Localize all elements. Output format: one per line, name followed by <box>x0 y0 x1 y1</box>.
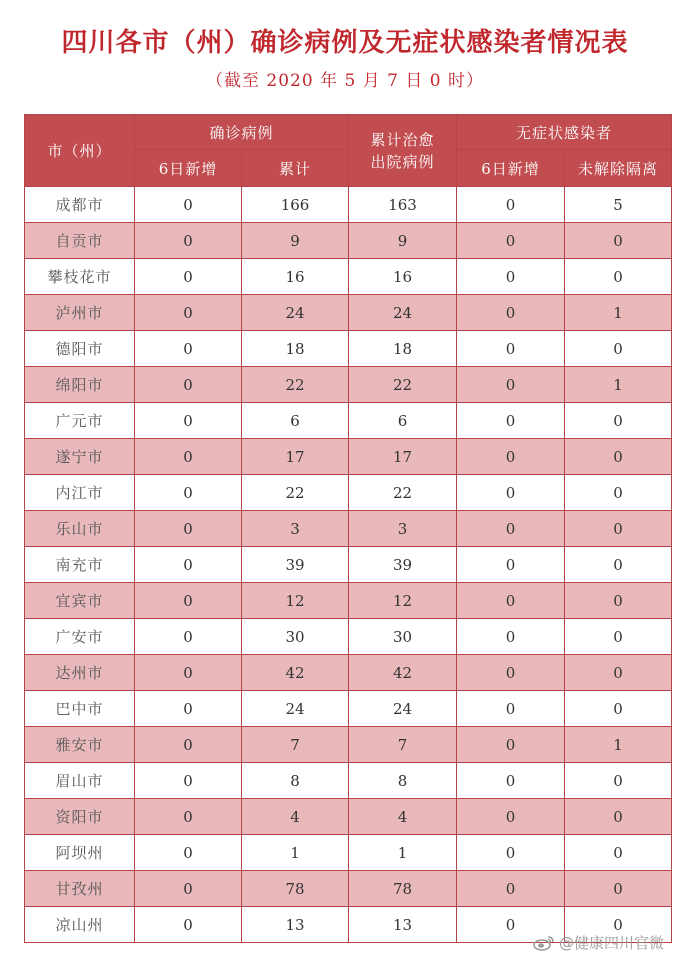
city-cell: 凉山州 <box>25 907 135 943</box>
cured-cell: 30 <box>349 619 457 655</box>
header-confirmed-new: 6日新增 <box>135 150 242 187</box>
confirmed-new-cell: 0 <box>135 835 242 871</box>
confirmed-new-cell: 0 <box>135 187 242 223</box>
confirmed-new-cell: 0 <box>135 727 242 763</box>
confirmed-new-cell: 0 <box>135 259 242 295</box>
confirmed-new-cell: 0 <box>135 295 242 331</box>
asym-new-cell: 0 <box>457 907 565 943</box>
city-cell: 南充市 <box>25 547 135 583</box>
cured-cell: 42 <box>349 655 457 691</box>
table-row <box>25 763 672 799</box>
cured-cell: 16 <box>349 259 457 295</box>
cured-cell: 6 <box>349 403 457 439</box>
watermark <box>533 932 664 953</box>
cured-cell: 3 <box>349 511 457 547</box>
asym-isolation-cell: 0 <box>565 907 672 943</box>
asym-isolation-cell: 1 <box>565 367 672 403</box>
confirmed-total-cell: 24 <box>242 691 349 727</box>
asym-new-cell: 0 <box>457 871 565 907</box>
confirmed-total-cell: 22 <box>242 475 349 511</box>
asym-isolation-cell: 0 <box>565 223 672 259</box>
city-cell: 达州市 <box>25 655 135 691</box>
confirmed-new-cell: 0 <box>135 475 242 511</box>
asym-new-cell: 0 <box>457 187 565 223</box>
asym-new-cell: 0 <box>457 403 565 439</box>
city-cell: 攀枝花市 <box>25 259 135 295</box>
confirmed-new-cell: 0 <box>135 403 242 439</box>
confirmed-total-cell: 42 <box>242 655 349 691</box>
asym-isolation-cell: 0 <box>565 331 672 367</box>
table-row <box>25 871 672 907</box>
table-row <box>25 403 672 439</box>
header-city: 市（州） <box>25 115 135 187</box>
header-cured <box>349 115 457 187</box>
confirmed-total-cell: 24 <box>242 295 349 331</box>
confirmed-total-cell: 12 <box>242 583 349 619</box>
cured-cell: 18 <box>349 331 457 367</box>
confirmed-new-cell: 0 <box>135 655 242 691</box>
cured-cell: 24 <box>349 691 457 727</box>
header-asym-isolation: 未解除隔离 <box>565 150 672 187</box>
confirmed-total-cell: 6 <box>242 403 349 439</box>
asym-isolation-cell: 0 <box>565 619 672 655</box>
header-confirmed-total: 累计 <box>242 150 349 187</box>
cured-cell: 4 <box>349 799 457 835</box>
table-row <box>25 223 672 259</box>
table-row <box>25 331 672 367</box>
cured-cell: 163 <box>349 187 457 223</box>
city-cell: 雅安市 <box>25 727 135 763</box>
city-cell: 绵阳市 <box>25 367 135 403</box>
confirmed-total-cell: 16 <box>242 259 349 295</box>
confirmed-total-cell: 22 <box>242 367 349 403</box>
table-row <box>25 511 672 547</box>
confirmed-total-cell: 39 <box>242 547 349 583</box>
cured-cell: 24 <box>349 295 457 331</box>
confirmed-new-cell: 0 <box>135 799 242 835</box>
cured-cell: 78 <box>349 871 457 907</box>
city-cell: 巴中市 <box>25 691 135 727</box>
table-row <box>25 835 672 871</box>
asym-new-cell: 0 <box>457 655 565 691</box>
confirmed-total-cell: 17 <box>242 439 349 475</box>
confirmed-new-cell: 0 <box>135 907 242 943</box>
confirmed-new-cell: 0 <box>135 547 242 583</box>
asym-new-cell: 0 <box>457 799 565 835</box>
asym-new-cell: 0 <box>457 619 565 655</box>
table-row <box>25 691 672 727</box>
asym-new-cell: 0 <box>457 439 565 475</box>
confirmed-new-cell: 0 <box>135 331 242 367</box>
table-body <box>25 187 672 943</box>
city-cell: 泸州市 <box>25 295 135 331</box>
confirmed-total-cell: 30 <box>242 619 349 655</box>
confirmed-total-cell: 18 <box>242 331 349 367</box>
asym-new-cell: 0 <box>457 691 565 727</box>
city-cell: 广元市 <box>25 403 135 439</box>
page-title: 四川各市（州）确诊病例及无症状感染者情况表 <box>61 28 629 58</box>
city-cell: 眉山市 <box>25 763 135 799</box>
confirmed-new-cell: 0 <box>135 439 242 475</box>
asym-isolation-cell: 0 <box>565 583 672 619</box>
city-cell: 广安市 <box>25 619 135 655</box>
asym-isolation-cell: 0 <box>565 799 672 835</box>
table-row <box>25 295 672 331</box>
confirmed-total-cell: 4 <box>242 799 349 835</box>
city-cell: 宜宾市 <box>25 583 135 619</box>
confirmed-new-cell: 0 <box>135 763 242 799</box>
cured-cell: 39 <box>349 547 457 583</box>
city-cell: 乐山市 <box>25 511 135 547</box>
asym-new-cell: 0 <box>457 511 565 547</box>
table-row <box>25 655 672 691</box>
city-cell: 遂宁市 <box>25 439 135 475</box>
confirmed-new-cell: 0 <box>135 511 242 547</box>
asym-new-cell: 0 <box>457 331 565 367</box>
asym-isolation-cell: 0 <box>565 403 672 439</box>
cured-cell: 12 <box>349 583 457 619</box>
table-row <box>25 187 672 223</box>
watermark-text: @健康四川官微 <box>558 934 664 952</box>
header-cured-label: 累计治愈出院病例 <box>370 130 435 171</box>
cured-cell: 22 <box>349 367 457 403</box>
asym-new-cell: 0 <box>457 295 565 331</box>
city-cell: 资阳市 <box>25 799 135 835</box>
confirmed-total-cell: 166 <box>242 187 349 223</box>
asym-new-cell: 0 <box>457 583 565 619</box>
asym-new-cell: 0 <box>457 547 565 583</box>
header-confirmed: 确诊病例 <box>135 115 349 150</box>
confirmed-total-cell: 8 <box>242 763 349 799</box>
asym-isolation-cell: 0 <box>565 655 672 691</box>
asym-isolation-cell: 0 <box>565 511 672 547</box>
cured-cell: 8 <box>349 763 457 799</box>
cured-cell: 22 <box>349 475 457 511</box>
cured-cell: 7 <box>349 727 457 763</box>
cured-cell: 17 <box>349 439 457 475</box>
confirmed-new-cell: 0 <box>135 691 242 727</box>
confirmed-total-cell: 3 <box>242 511 349 547</box>
cured-cell: 13 <box>349 907 457 943</box>
asym-new-cell: 0 <box>457 223 565 259</box>
confirmed-new-cell: 0 <box>135 367 242 403</box>
asym-isolation-cell: 0 <box>565 763 672 799</box>
asym-new-cell: 0 <box>457 259 565 295</box>
table-row <box>25 619 672 655</box>
confirmed-total-cell: 78 <box>242 871 349 907</box>
asym-new-cell: 0 <box>457 367 565 403</box>
table-row <box>25 547 672 583</box>
confirmed-new-cell: 0 <box>135 583 242 619</box>
cured-cell: 1 <box>349 835 457 871</box>
asym-new-cell: 0 <box>457 763 565 799</box>
asym-isolation-cell: 0 <box>565 475 672 511</box>
asym-isolation-cell: 0 <box>565 871 672 907</box>
confirmed-total-cell: 7 <box>242 727 349 763</box>
asym-isolation-cell: 5 <box>565 187 672 223</box>
case-table <box>24 114 672 943</box>
city-cell: 阿坝州 <box>25 835 135 871</box>
confirmed-total-cell: 1 <box>242 835 349 871</box>
table-row <box>25 475 672 511</box>
header-asymptomatic: 无症状感染者 <box>457 115 672 150</box>
city-cell: 自贡市 <box>25 223 135 259</box>
confirmed-new-cell: 0 <box>135 223 242 259</box>
table-row <box>25 367 672 403</box>
table-row <box>25 439 672 475</box>
city-cell: 内江市 <box>25 475 135 511</box>
table-row <box>25 583 672 619</box>
asym-isolation-cell: 0 <box>565 835 672 871</box>
asym-new-cell: 0 <box>457 727 565 763</box>
asym-isolation-cell: 0 <box>565 691 672 727</box>
table-row <box>25 799 672 835</box>
city-cell: 德阳市 <box>25 331 135 367</box>
city-cell: 成都市 <box>25 187 135 223</box>
confirmed-total-cell: 9 <box>242 223 349 259</box>
table-row <box>25 259 672 295</box>
asym-isolation-cell: 1 <box>565 295 672 331</box>
page-subtitle: （截至 2020 年 5 月 7 日 0 时） <box>206 71 484 91</box>
header-asym-new: 6日新增 <box>457 150 565 187</box>
confirmed-new-cell: 0 <box>135 619 242 655</box>
asym-new-cell: 0 <box>457 475 565 511</box>
asym-isolation-cell: 0 <box>565 547 672 583</box>
confirmed-total-cell: 13 <box>242 907 349 943</box>
asym-isolation-cell: 0 <box>565 259 672 295</box>
asym-new-cell: 0 <box>457 835 565 871</box>
weibo-icon <box>533 935 555 951</box>
asym-isolation-cell: 0 <box>565 439 672 475</box>
cured-cell: 9 <box>349 223 457 259</box>
asym-isolation-cell: 1 <box>565 727 672 763</box>
confirmed-new-cell: 0 <box>135 871 242 907</box>
city-cell: 甘孜州 <box>25 871 135 907</box>
table-row <box>25 727 672 763</box>
